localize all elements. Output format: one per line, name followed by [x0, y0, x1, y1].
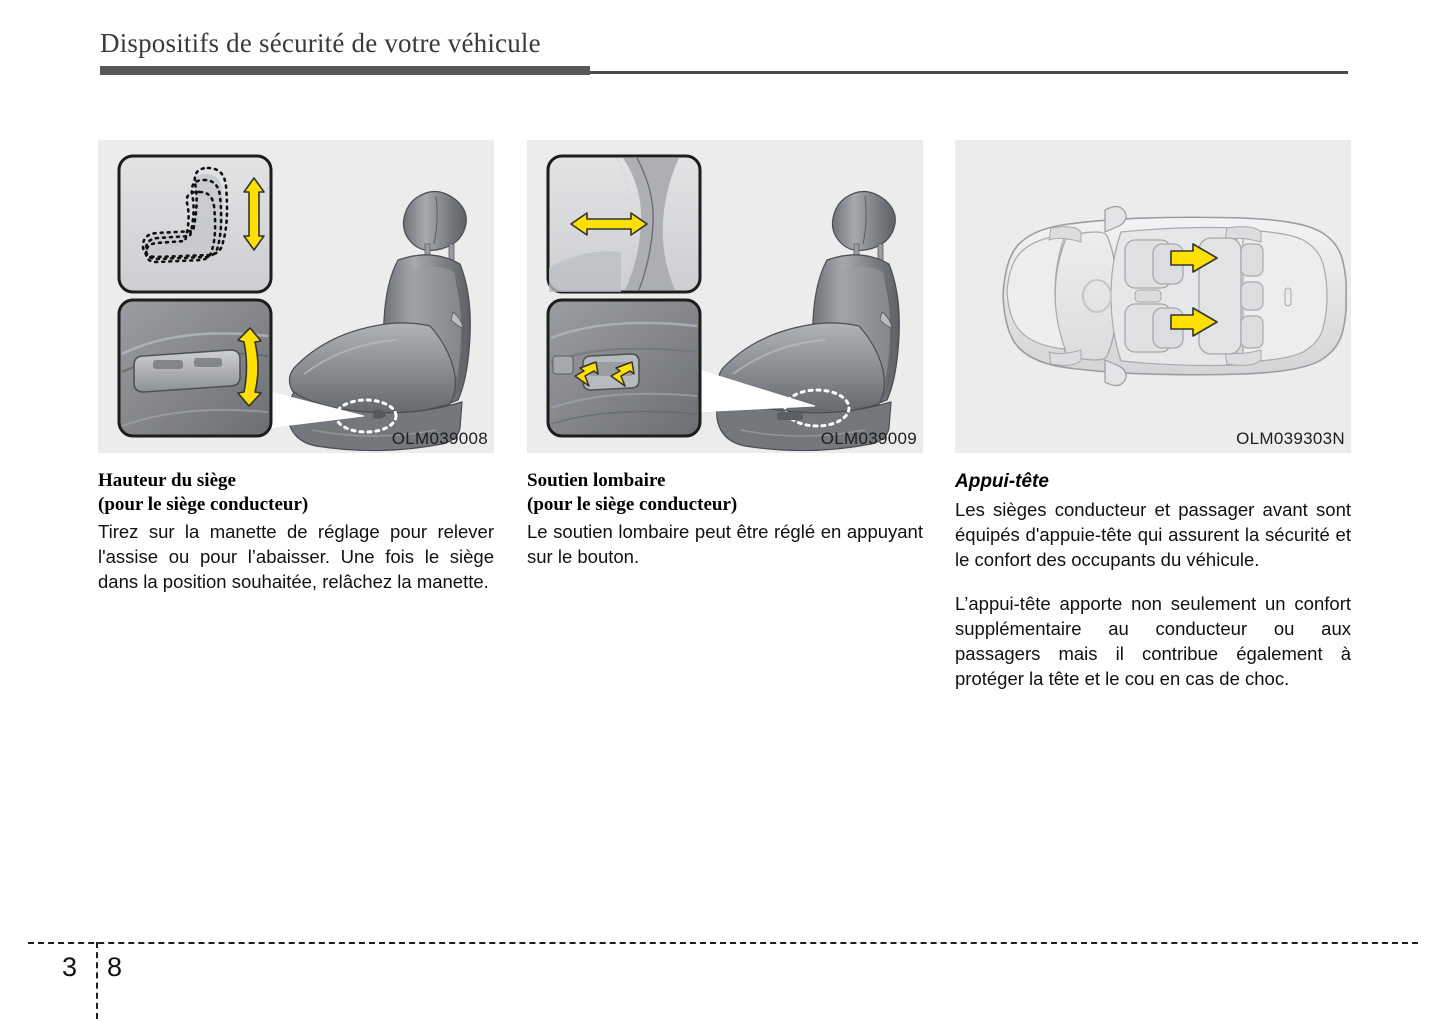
- section-heading-line2: (pour le siège conducteur): [527, 494, 738, 515]
- content-column-lumbar-support: [527, 140, 923, 588]
- section-heading: [527, 469, 923, 517]
- section-heading: [98, 469, 494, 517]
- lumbar-support-illustration: [527, 140, 923, 453]
- car-top-view-illustration: [955, 140, 1351, 453]
- page-title: Dispositifs de sécurité de votre véhicule: [100, 28, 541, 58]
- seat-height-lever-inset: [119, 300, 271, 436]
- car-seat-drawing: [717, 191, 900, 450]
- seat-height-range-inset: [119, 156, 271, 292]
- figure-code: OLM039008: [391, 429, 488, 448]
- section-heading-line1: Soutien lombaire: [527, 470, 666, 491]
- car-body-top-view: [1003, 206, 1346, 385]
- content-column-seat-height: [98, 140, 494, 613]
- body-paragraph: L’appui-tête apporte non seulement un confort supplémentaire au conducteur ou aux passagers mais il contribue également à protéger la tête et le cou en cas de choc.: [955, 592, 1351, 689]
- figure-lumbar-support: [527, 140, 923, 453]
- page-header: [0, 0, 1445, 80]
- footer-divider-horizontal: [28, 942, 1418, 944]
- page-footer: [0, 930, 1445, 1019]
- section-heading: Appui-tête: [955, 471, 1049, 492]
- text-block-seat-height: [98, 469, 494, 594]
- section-heading-line2: (pour le siège conducteur): [98, 494, 309, 515]
- footer-page-number: 8: [107, 952, 123, 982]
- text-block-headrest: [955, 469, 1351, 691]
- figure-code: OLM039303N: [1236, 429, 1345, 448]
- body-paragraph: Le soutien lombaire peut être réglé en appuyant sur le bouton.: [527, 521, 923, 567]
- header-rule-thick: [100, 66, 590, 75]
- text-block-lumbar-support: [527, 469, 923, 569]
- body-paragraph: Tirez sur la manette de réglage pour relever l'assise ou pour l’abaisser. Une fois le siège dans la position souhaitée, relâchez la manette.: [98, 521, 494, 592]
- figure-headrest-top-view: [955, 140, 1351, 453]
- figure-code: OLM039009: [820, 429, 917, 448]
- content-column-headrest: [955, 140, 1351, 709]
- seat-height-illustration: [98, 140, 494, 453]
- body-paragraph: Les sièges conducteur et passager avant sont équipés d'appuie-tête qui assurent la sécurité et le confort des occupants du véhicule.: [955, 499, 1351, 570]
- lumbar-travel-inset: [548, 156, 700, 292]
- figure-seat-height: [98, 140, 494, 453]
- footer-chapter-number: 3: [62, 952, 78, 982]
- header-rule-thin: [590, 71, 1348, 74]
- footer-divider-vertical: [96, 942, 98, 1019]
- section-heading-line1: Hauteur du siège: [98, 470, 236, 491]
- lumbar-switch-inset: [548, 300, 700, 436]
